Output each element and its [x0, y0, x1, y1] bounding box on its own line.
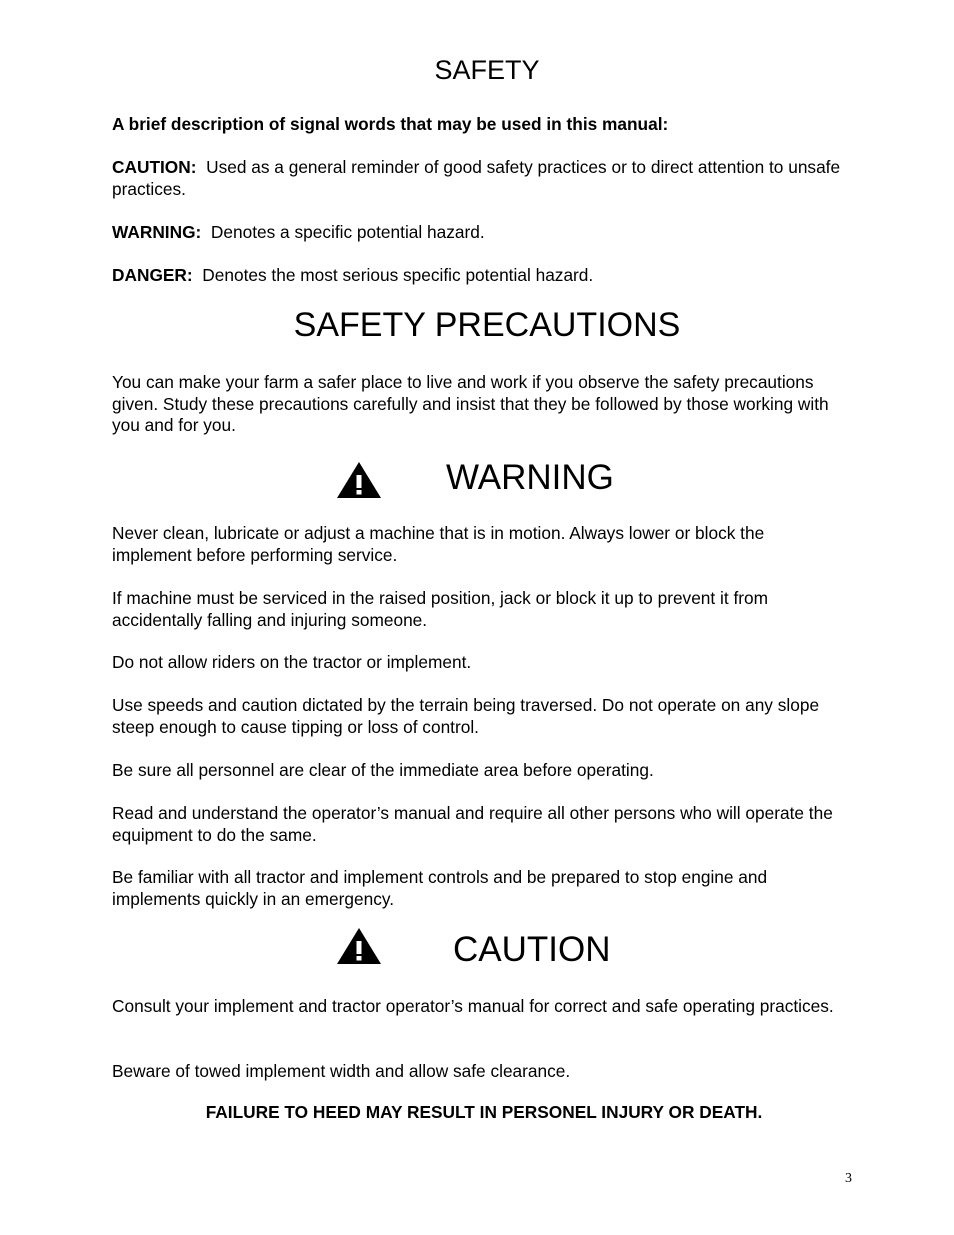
- warning-item: Do not allow riders on the tractor or implement.: [112, 652, 472, 672]
- precautions-intro: You can make your farm a safer place to live and work if you observe the safety precautions given. Study these precautions carefully and insist that they be followed by those working with you and for you.: [112, 372, 829, 435]
- danger-word: DANGER:: [112, 265, 193, 285]
- danger-definition: [112, 265, 847, 287]
- caution-heading: CAUTION: [453, 930, 611, 969]
- caution-definition: [112, 157, 847, 200]
- caution-item: Beware of towed implement width and allow safe clearance.: [112, 1061, 571, 1081]
- warning-item: Be sure all personnel are clear of the immediate area before operating.: [112, 760, 654, 780]
- warning-definition-text: Denotes a specific potential hazard.: [210, 222, 485, 242]
- danger-definition-text: Denotes the most serious specific potential hazard.: [202, 265, 594, 285]
- caution-item: Consult your implement and tractor operator’s manual for correct and safe operating practices.: [112, 996, 834, 1016]
- signal-words-intro: A brief description of signal words that may be used in this manual:: [112, 114, 669, 134]
- footer-warning: FAILURE TO HEED MAY RESULT IN PERSONEL INJURY OR DEATH.: [205, 1102, 763, 1122]
- precautions-title: SAFETY PRECAUTIONS: [293, 306, 681, 344]
- warning-heading-row: [0, 456, 954, 508]
- warning-item: Be familiar with all tractor and implement controls and be prepared to stop engine and implements quickly in an emergency.: [112, 867, 768, 909]
- page-number: 3: [845, 1171, 852, 1186]
- warning-definition: [112, 222, 847, 244]
- warning-item: Never clean, lubricate or adjust a machine that is in motion. Always lower or block the implement before performing service.: [112, 523, 765, 565]
- caution-heading-row: [0, 928, 954, 980]
- warning-triangle-icon: [335, 460, 383, 505]
- warning-heading: WARNING: [446, 458, 614, 497]
- warning-item: Read and understand the operator’s manual and require all other persons who will operate the equipment to do the same.: [112, 803, 833, 845]
- caution-word: CAUTION:: [112, 157, 197, 177]
- warning-item: Use speeds and caution dictated by the terrain being traversed. Do not operate on any slope steep enough to cause tipping or loss of control.: [112, 695, 820, 737]
- warning-item: If machine must be serviced in the raised position, jack or block it up to prevent it from accidentally falling and injuring someone.: [112, 588, 769, 630]
- warning-word: WARNING:: [112, 222, 202, 242]
- safety-title: SAFETY: [434, 55, 540, 85]
- caution-triangle-icon: [335, 926, 383, 971]
- caution-definition-text: Used as a general reminder of good safety practices or to direct attention to unsafe practices.: [112, 157, 841, 199]
